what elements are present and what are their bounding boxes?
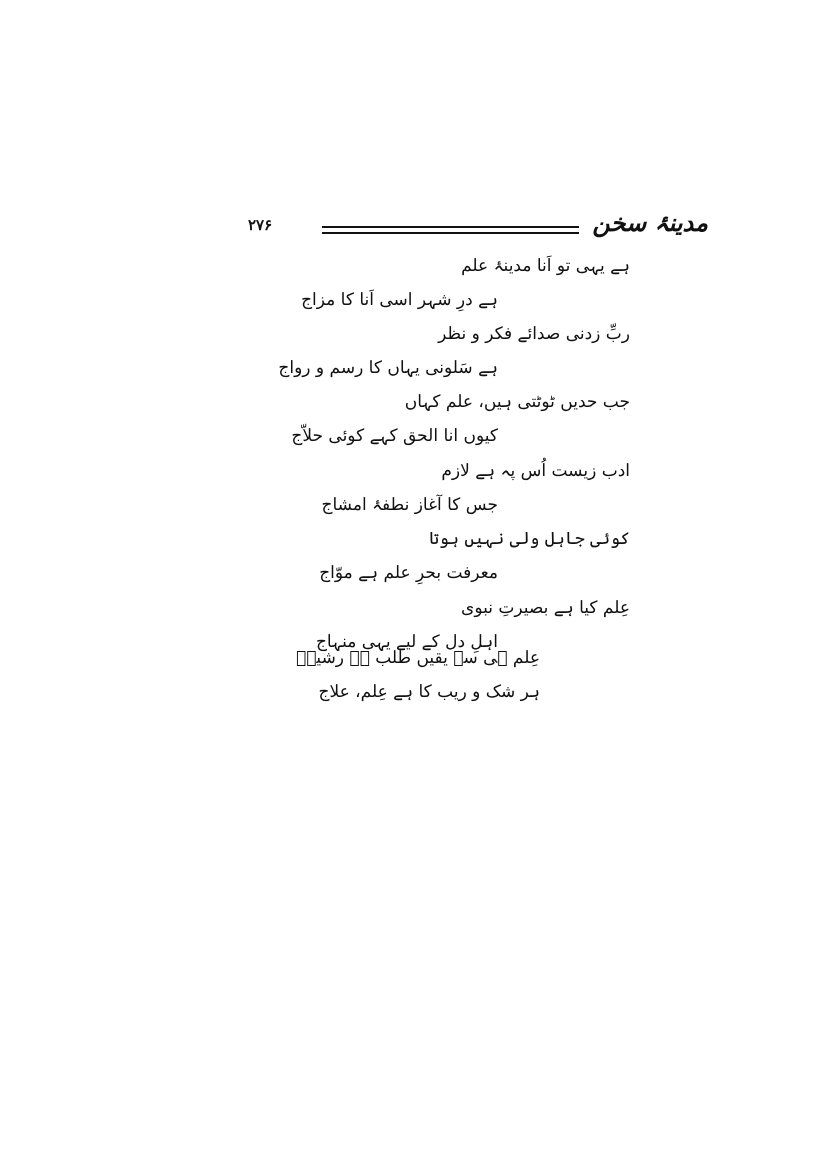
verse-line: ادب زیست اُس پہ ہے لازم [441,461,630,481]
closing-verse-line: ہر شک و ریب کا ہے عِلم، علاج [318,682,540,702]
verse-line: ربِّ زدنی صدائے فکر و نظر [438,324,630,344]
verse-line: ہے یہی تو اَنا مدینۂ علم [461,256,630,276]
page-number: ۲۷۶ [248,216,273,234]
verse-line: جس کا آغاز نطفۂ امشاج [321,495,498,515]
verse-line: کوئی جاہل ولی نہیں ہوتا [429,529,630,549]
verse-line: کیوں انا الحق کہے کوئی حلاّج [291,426,498,446]
verse-line: ہے سَلونی یہاں کا رسم و رواج [278,358,498,378]
header-rule-top [322,226,579,228]
verse-line: معرفت بحرِ علم ہے موّاج [319,563,498,583]
verse-line: ہے درِ شہر اسی اَنا کا مزاج [301,290,498,310]
closing-verse-line: عِلم ہی سے یقیں طلب ہے رشیدؔ [296,648,540,668]
verse-line: اہلِ دل کے لیے یہی منہاج [315,632,498,652]
header-rule-bottom [322,232,579,234]
verse-line: جب حدیں ٹوٹتی ہیں، علم کہاں [404,392,630,412]
verse-line: عِلم کیا ہے بصیرتِ نبوی [461,598,630,618]
running-header-title: مدینۂ سخن [592,208,708,237]
